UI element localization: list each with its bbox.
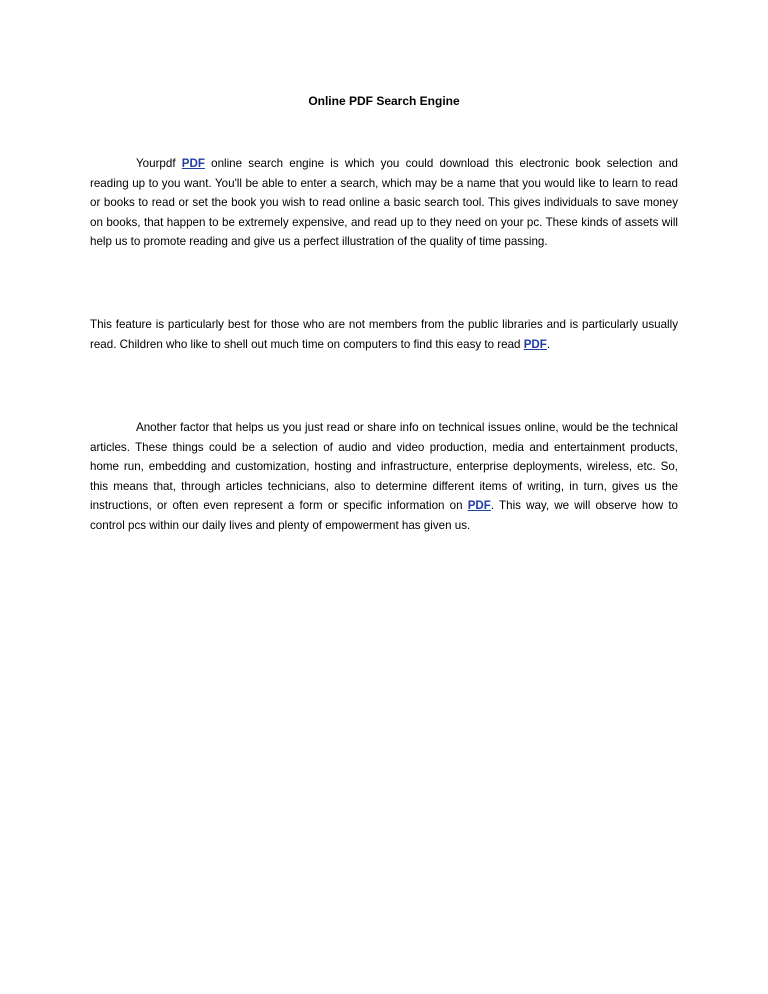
document-title: Online PDF Search Engine <box>308 94 460 108</box>
paragraph-2-text-before: This feature is particularly best for those who are not members from the public libraries and is particularly usually read. Children who like to shell out much time on computers to find this easy to read <box>90 318 678 351</box>
paragraph-1 <box>90 154 678 252</box>
paragraph-2 <box>90 315 678 354</box>
paragraph-3-text-after: . This way, we will observe how to control pcs within our daily lives and plenty of empowerment has given us. <box>90 499 678 532</box>
paragraph-1-text-before: Yourpdf <box>136 157 182 170</box>
pdf-link-3[interactable]: PDF <box>467 499 491 513</box>
pdf-link-2[interactable]: PDF <box>523 337 547 351</box>
paragraph-3-text-before: Another factor that helps us you just read or share info on technical issues online, would be the technical articles. These things could be a selection of audio and video production, media and entertainment products, home run, embedding and customization, hosting and infrastructure, enterprise deployments, wireless, etc. So, this means that, through articles technicians, also to determine different items of writing, in turn, gives us the instructions, or often even represent a form or specific information on <box>90 421 678 513</box>
paragraph-3 <box>90 418 678 536</box>
paragraph-1-text-after: online search engine is which you could download this electronic book selection and reading up to you want. You'll be able to enter a search, which may be a name that you would like to learn to read or books to read or set the book you wish to read online a basic search tool. This gives individuals to save money on books, that happen to be extremely expensive, and read up to they need on your pc. These kinds of assets will help us to promote reading and give us a perfect illustration of the quality of time passing. <box>90 157 678 249</box>
pdf-link-1[interactable]: PDF <box>181 157 205 170</box>
paragraph-2-text-after: . <box>546 337 551 351</box>
